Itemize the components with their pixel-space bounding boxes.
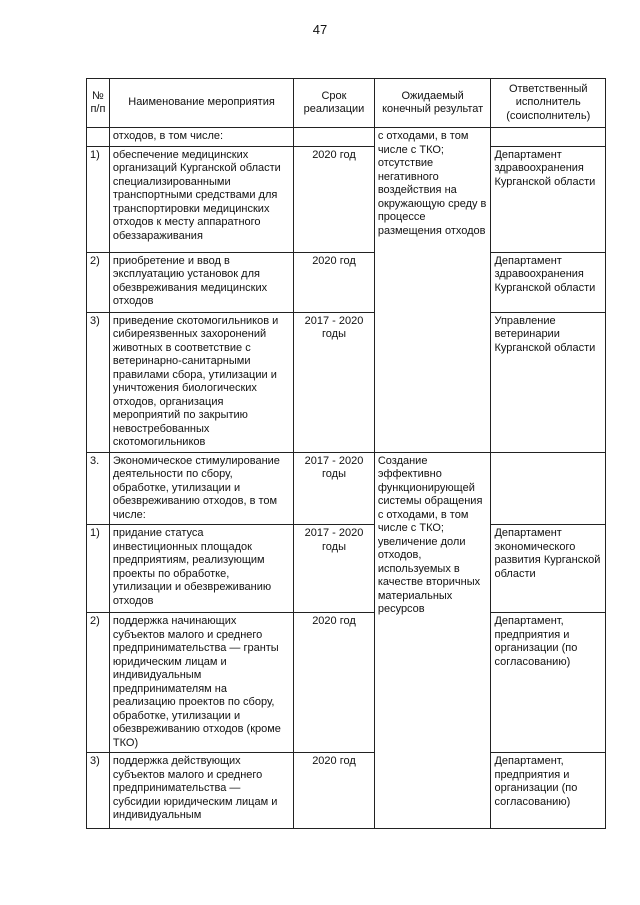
row-responsible: Департамент здравоохранения Курганской области xyxy=(491,146,606,252)
measures-table xyxy=(86,78,606,829)
table-row xyxy=(87,146,606,252)
row-term: 2017 - 2020 годы xyxy=(294,525,375,613)
expected-result-block-1: с отходами, в том числе с ТКО; отсутствие негативного воздействия на окружающую среду в процессе размещения отходов xyxy=(374,128,491,453)
row-responsible: Департамент здравоохранения Курганской области xyxy=(491,252,606,312)
table-row xyxy=(87,128,606,147)
row-responsible xyxy=(491,128,606,147)
row-name: приведение скотомогильников и сибиреязвенных захоронений животных в соответствие с ветеринарно-санитарными правилами сбора, утилизации и уничтожения биологических отходов, организация мероприятий по закрытию невостребованных скотомогильников xyxy=(109,312,293,452)
row-term: 2017 - 2020 годы xyxy=(294,452,375,525)
row-num: 3. xyxy=(87,452,110,525)
header-term: Срок реализации xyxy=(294,79,375,128)
row-name: приобретение и ввод в эксплуатацию установок для обезвреживания медицинских отходов xyxy=(109,252,293,312)
page-number: 47 xyxy=(312,22,328,37)
row-responsible xyxy=(491,452,606,525)
row-num xyxy=(87,128,110,147)
row-term: 2017 - 2020 годы xyxy=(294,312,375,452)
header-responsible: Ответственный исполнитель (соисполнитель) xyxy=(491,79,606,128)
table-row xyxy=(87,252,606,312)
row-num: 1) xyxy=(87,525,110,613)
row-name: придание статуса инвестиционных площадок предприятиям, реализующим проекты по обработке, утилизации и обезвреживанию отходов xyxy=(109,525,293,613)
row-num: 3) xyxy=(87,753,110,829)
header-name: Наименование мероприятия xyxy=(109,79,293,128)
table-row xyxy=(87,452,606,525)
row-responsible: Департамент экономического развития Курганской области xyxy=(491,525,606,613)
row-name: обеспечение медицинских организаций Курганской области специализированными транспортными средствами для транспортировки медицинских отходов к месту аппаратного обеззараживания xyxy=(109,146,293,252)
row-num: 3) xyxy=(87,312,110,452)
row-name: Экономическое стимулирование деятельности по сбору, обработке, утилизации и обезвреживанию отходов, в том числе: xyxy=(109,452,293,525)
row-name: отходов, в том числе: xyxy=(109,128,293,147)
row-term: 2020 год xyxy=(294,613,375,753)
header-num: № п/п xyxy=(87,79,110,128)
table-row xyxy=(87,753,606,829)
row-term: 2020 год xyxy=(294,146,375,252)
table-row xyxy=(87,525,606,613)
row-responsible: Управление ветеринарии Курганской области xyxy=(491,312,606,452)
expected-result-block-2: Создание эффективно функционирующей системы обращения с отходами, в том числе с ТКО; увеличение доли отходов, используемых в качестве вторичных материальных ресурсов xyxy=(374,452,491,829)
row-term xyxy=(294,128,375,147)
row-term: 2020 год xyxy=(294,753,375,829)
table-row xyxy=(87,613,606,753)
row-name: поддержка действующих субъектов малого и среднего предпринимательства — субсидии юридическим лицам и индивидуальным xyxy=(109,753,293,829)
table-row xyxy=(87,312,606,452)
header-result: Ожидаемый конечный результат xyxy=(374,79,491,128)
header-row xyxy=(87,79,606,128)
row-responsible: Департамент, предприятия и организации (по согласованию) xyxy=(491,613,606,753)
row-num: 2) xyxy=(87,252,110,312)
row-name: поддержка начинающих субъектов малого и среднего предпринимательства — гранты юридическим лицам и индивидуальным предпринимателям на реализацию проектов по сбору, обработке, утилизации и обезвреживанию отходов (кроме ТКО) xyxy=(109,613,293,753)
row-num: 2) xyxy=(87,613,110,753)
row-num: 1) xyxy=(87,146,110,252)
row-term: 2020 год xyxy=(294,252,375,312)
row-responsible: Департамент, предприятия и организации (по согласованию) xyxy=(491,753,606,829)
